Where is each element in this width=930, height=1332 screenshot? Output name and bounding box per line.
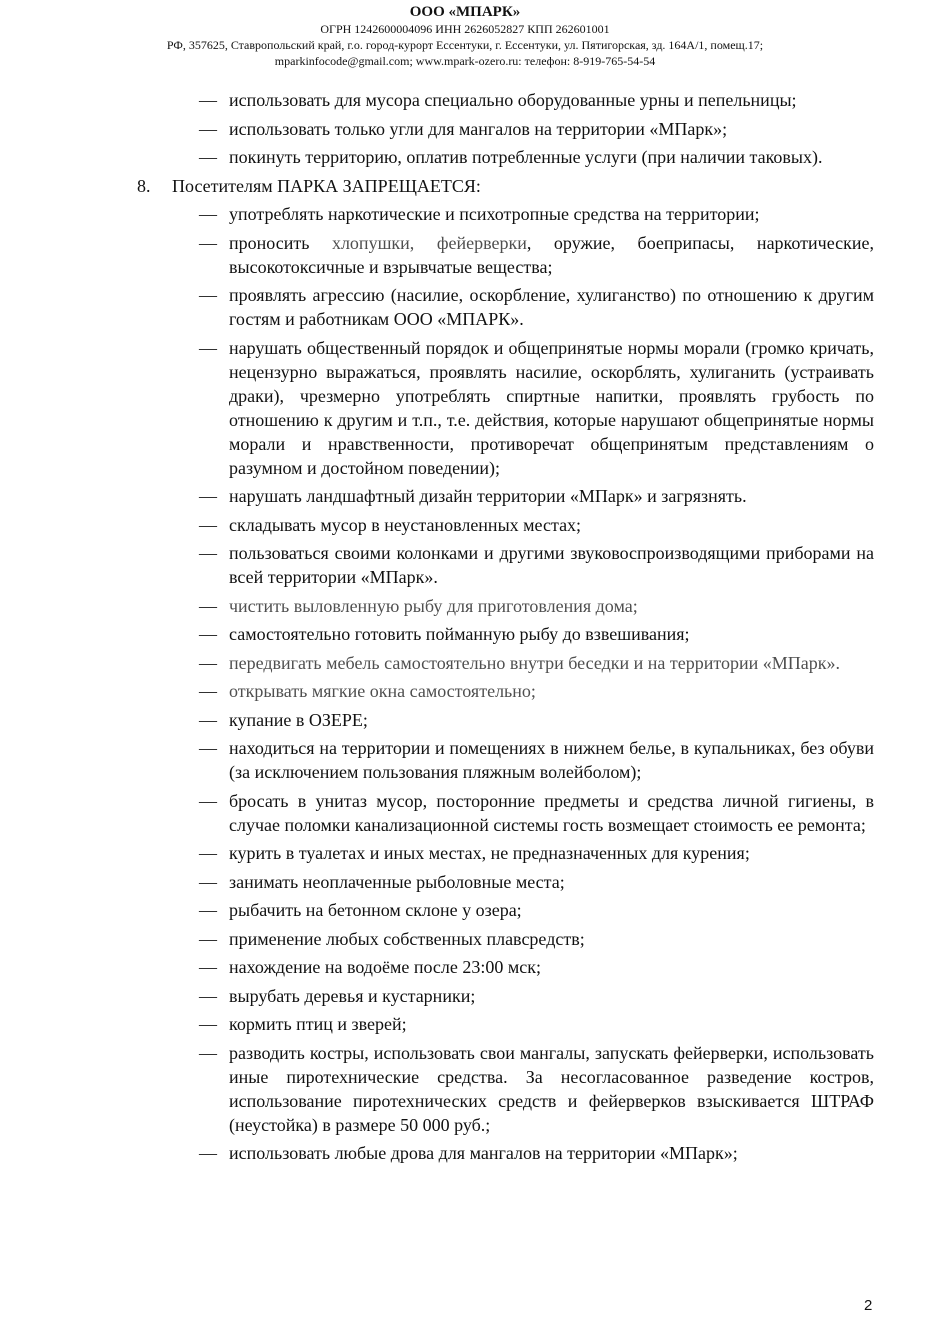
list-item-text-muted: хлопушки, фейерверки	[331, 232, 527, 253]
section-number: 8.	[137, 175, 151, 196]
list-item	[199, 513, 874, 537]
em-dash-bullet: —	[199, 147, 217, 167]
list-item-text: покинуть территорию, оплатив потребленные услуги (при наличии таковых).	[229, 147, 823, 167]
em-dash-bullet: —	[199, 1014, 217, 1034]
list-item	[199, 955, 874, 979]
list-item-text: бросать в унитаз мусор, посторонние предметы и средства личной гигиены, в случае поломки канализационной системы гость возмещает стоимость ее ремонта;	[229, 790, 874, 835]
list-item-text: вырубать деревья и кустарники;	[229, 985, 476, 1006]
document-header	[0, 3, 930, 69]
list-item	[199, 651, 874, 675]
list-item-text: складывать мусор в неустановленных местах;	[229, 514, 582, 535]
em-dash-bullet: —	[199, 514, 217, 535]
list-item-text: занимать неоплаченные рыболовные места;	[229, 871, 565, 892]
em-dash-bullet: —	[199, 738, 217, 758]
list-item	[199, 736, 874, 784]
list-item	[199, 88, 874, 112]
company-contacts: mparkinfocode@gmail.com; www.mpark-ozero.ru: телефон: 8-919-765-54-54	[274, 54, 656, 68]
list-item-text: открывать мягкие окна самостоятельно;	[229, 681, 536, 701]
em-dash-bullet: —	[199, 90, 217, 110]
list-item	[199, 283, 874, 331]
list-item	[199, 117, 874, 141]
list-item	[199, 984, 874, 1008]
list-item	[199, 870, 874, 894]
list-item-text: самостоятельно готовить пойманную рыбу до взвешивания;	[229, 624, 690, 644]
page-number: 2	[864, 1297, 873, 1314]
em-dash-bullet: —	[199, 543, 217, 563]
em-dash-bullet: —	[199, 957, 217, 977]
list-item-text: использовать любые дрова для мангалов на территории «МПарк»;	[229, 1143, 738, 1163]
list-item	[199, 898, 874, 922]
list-item	[199, 841, 874, 865]
list-item	[199, 1041, 874, 1137]
list-item-text: употреблять наркотические и психотропные средства на территории;	[229, 204, 760, 224]
em-dash-bullet: —	[199, 843, 217, 863]
em-dash-bullet: —	[199, 285, 217, 305]
em-dash-bullet: —	[199, 232, 217, 253]
list-item	[199, 789, 874, 837]
registration-numbers: ОГРН 1242600004096 ИНН 2626052827 КПП 262601001	[320, 22, 610, 36]
list-item	[199, 336, 874, 480]
em-dash-bullet: —	[199, 790, 217, 811]
list-item	[199, 1141, 874, 1165]
list-item	[199, 927, 874, 951]
em-dash-bullet: —	[199, 871, 217, 892]
list-item	[199, 145, 874, 169]
list-item-text: проносить	[229, 232, 332, 253]
list-item	[199, 202, 874, 226]
list-item-text: использовать только угли для мангалов на территории «МПарк»;	[229, 118, 728, 139]
list-item-text: купание в ОЗЕРЕ;	[229, 709, 368, 730]
list-item-text: нахождение на водоёме после 23:00 мск;	[229, 957, 542, 977]
list-item-text: пользоваться своими колонками и другими звуковоспроизводящими приборами на всей территории «МПарк».	[229, 543, 874, 587]
list-item-text: передвигать мебель самостоятельно внутри беседки и на территории «МПарк».	[229, 652, 840, 673]
list-item	[199, 484, 874, 508]
list-item-text: находиться на территории и помещениях в нижнем белье, в купальниках, без обуви (за исключением пользования пляжным волейболом);	[229, 738, 874, 782]
em-dash-bullet: —	[199, 709, 217, 730]
em-dash-bullet: —	[199, 652, 217, 673]
em-dash-bullet: —	[199, 681, 217, 701]
em-dash-bullet: —	[199, 624, 217, 644]
list-item	[199, 541, 874, 589]
em-dash-bullet: —	[199, 900, 217, 920]
list-item-text: разводить костры, использовать свои мангалы, запускать фейерверки, использовать иные пиротехнические средства. За несогласованное разведение костров, использование пиротехнических средств и фейерверков взыскивается ШТРАФ (неустойка) в размере 50 000 руб.;	[229, 1042, 874, 1135]
section-8-heading	[137, 174, 930, 198]
em-dash-bullet: —	[199, 595, 217, 616]
em-dash-bullet: —	[199, 985, 217, 1006]
list-item-text: рыбачить на бетонном склоне у озера;	[229, 900, 522, 920]
list-item	[199, 231, 874, 279]
section-title: Посетителям ПАРКА ЗАПРЕЩАЕТСЯ:	[172, 175, 481, 196]
list-item	[199, 594, 874, 618]
list-item-text: , оружие, боеприпасы, наркотические, высокотоксичные и взрывчатые вещества;	[229, 232, 874, 277]
em-dash-bullet: —	[199, 337, 217, 358]
em-dash-bullet: —	[199, 1143, 217, 1163]
list-item-text: нарушать общественный порядок и общепринятые нормы морали (громко кричать, нецензурно выражаться, проявлять насилие, оскорблять, хулиганить (устраивать драки), чрезмерно употреблять спиртные напитки, проявлять грубость по отношению к другим и т.п., т.е. действия, которые нарушают общепринятые нормы морали и нравственности, противоречат общепринятым представлениям о разумном и достойном поведении);	[229, 337, 874, 478]
list-item	[199, 708, 874, 732]
list-item-text: использовать для мусора специально оборудованные урны и пепельницы;	[229, 90, 797, 110]
company-address: РФ, 357625, Ставропольский край, г.о. город-курорт Ессентуки, г. Ессентуки, ул. Пятигорская, зд. 164А/1, помещ.17;	[166, 38, 764, 52]
prohibited-rules-list	[0, 202, 930, 1165]
list-item-text: чистить выловленную рыбу для приготовления дома;	[229, 595, 638, 616]
em-dash-bullet: —	[199, 1042, 217, 1063]
list-item-text: курить в туалетах и иных местах, не предназначенных для курения;	[229, 843, 750, 863]
list-item-text: кормить птиц и зверей;	[229, 1014, 407, 1034]
document-body	[0, 88, 930, 1170]
company-name: ООО «МПАРК»	[409, 4, 521, 20]
list-item-text: нарушать ландшафтный дизайн территории «МПарк» и загрязнять.	[229, 486, 747, 506]
em-dash-bullet: —	[199, 118, 217, 139]
list-item	[199, 622, 874, 646]
em-dash-bullet: —	[199, 486, 217, 506]
list-item	[199, 679, 874, 703]
list-item	[199, 1012, 874, 1036]
list-item-text: проявлять агрессию (насилие, оскорбление, хулиганство) по отношению к другим гостям и работникам ООО «МПАРК».	[229, 285, 874, 329]
em-dash-bullet: —	[199, 204, 217, 224]
continued-rules-list	[0, 88, 930, 169]
list-item-text: применение любых собственных плавсредств;	[229, 928, 585, 949]
em-dash-bullet: —	[199, 928, 217, 949]
